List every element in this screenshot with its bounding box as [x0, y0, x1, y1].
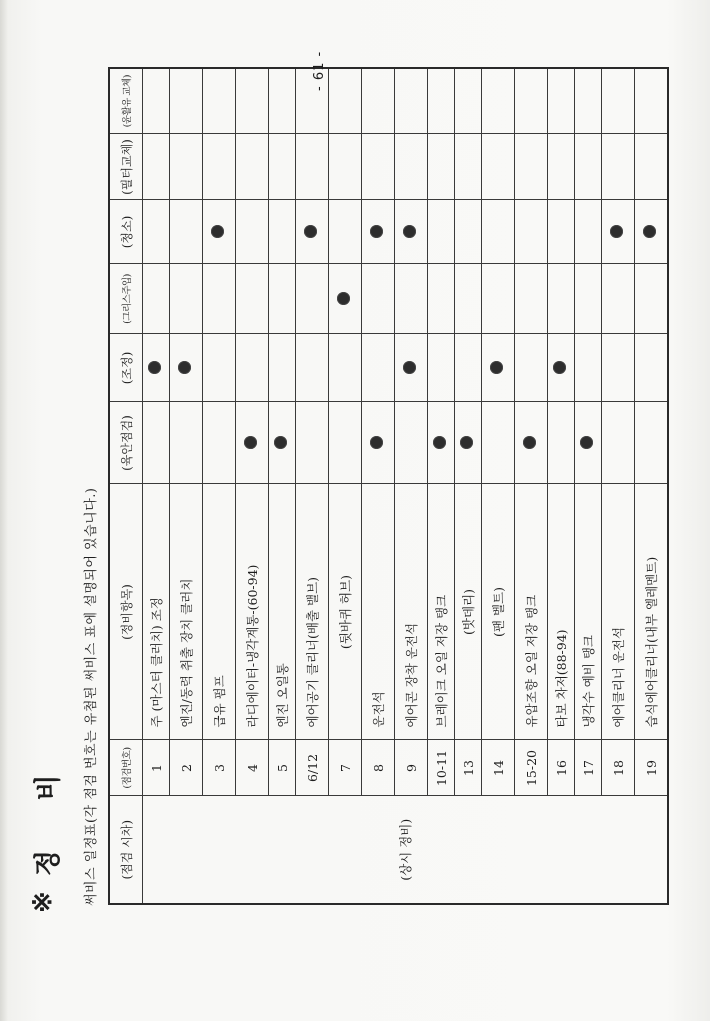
cell-clean [362, 200, 395, 264]
table-row [143, 68, 170, 904]
cell-inspect [170, 402, 203, 484]
cell-grease [548, 264, 575, 334]
cell-filter [635, 134, 669, 200]
table-row [362, 68, 395, 904]
maintenance-item: (팬 벨트) [482, 484, 515, 740]
cell-grease [296, 264, 329, 334]
cell-oil [329, 68, 362, 134]
cell-adjust [455, 334, 482, 402]
table-row [236, 68, 269, 904]
maintenance-item: 라디에이터-냉각계통-(60-94) [236, 484, 269, 740]
cell-inspect [635, 402, 669, 484]
cell-grease [428, 264, 455, 334]
table-row [296, 68, 329, 904]
maintenance-item: 급유 펌프 [203, 484, 236, 740]
cell-clean [635, 200, 669, 264]
header-grease: (그리스주입) [109, 264, 143, 334]
check-number: 1 [143, 740, 170, 796]
maintenance-item: (밧데리) [455, 484, 482, 740]
cell-filter [455, 134, 482, 200]
check-number: 8 [362, 740, 395, 796]
cell-adjust [602, 334, 635, 402]
page-title: 정 비 [33, 754, 64, 876]
cell-oil [428, 68, 455, 134]
cell-clean [455, 200, 482, 264]
table-row [482, 68, 515, 904]
cell-filter [362, 134, 395, 200]
cell-grease [602, 264, 635, 334]
cell-clean [203, 200, 236, 264]
header-item: (정비항목) [109, 484, 143, 740]
check-dot-icon [643, 226, 656, 239]
maintenance-item: 운전석 [362, 484, 395, 740]
check-dot-icon [211, 226, 224, 239]
cell-clean [602, 200, 635, 264]
header-number: (점검번호) [109, 740, 143, 796]
cell-inspect [329, 402, 362, 484]
cell-inspect [395, 402, 428, 484]
maintenance-item: 엔진 오일통 [269, 484, 296, 740]
cell-oil [236, 68, 269, 134]
cell-filter [602, 134, 635, 200]
cell-filter [269, 134, 296, 200]
cell-oil [482, 68, 515, 134]
check-number: 7 [329, 740, 362, 796]
cell-inspect [455, 402, 482, 484]
cell-grease [329, 264, 362, 334]
check-number: 10-11 [428, 740, 455, 796]
maintenance-item: 유압조향 오일 저장 탱크 [515, 484, 548, 740]
check-dot-icon [244, 437, 257, 450]
cell-adjust [362, 334, 395, 402]
cell-clean [170, 200, 203, 264]
maintenance-item: 엔진/동력 취출 장치 클러치 [170, 484, 203, 740]
table-header-row [109, 68, 143, 904]
cell-filter [296, 134, 329, 200]
check-dot-icon [610, 226, 623, 239]
cell-clean [296, 200, 329, 264]
header-oil: (윤활유 교체) [109, 68, 143, 134]
check-number: 16 [548, 740, 575, 796]
cell-oil [455, 68, 482, 134]
cell-grease [362, 264, 395, 334]
check-dot-icon [490, 362, 503, 375]
cell-filter [236, 134, 269, 200]
cell-filter [170, 134, 203, 200]
header-interval: (점검 시차) [109, 796, 143, 904]
check-number: 6/12 [296, 740, 329, 796]
header-adjust: (조정) [109, 334, 143, 402]
cell-clean [143, 200, 170, 264]
maintenance-item: (뒷바퀴 허브) [329, 484, 362, 740]
check-number: 18 [602, 740, 635, 796]
maintenance-item: 브레이크 오일 저장 탱크 [428, 484, 455, 740]
check-number: 3 [203, 740, 236, 796]
maintenance-schedule-table [108, 67, 669, 905]
check-number: 5 [269, 740, 296, 796]
cell-inspect [236, 402, 269, 484]
cell-inspect [143, 402, 170, 484]
cell-filter [575, 134, 602, 200]
schedule-note: 써비스 일정표(각 점검 번호는 유첨된 써비스 표에 설명되어 있습니다.) [84, 487, 99, 906]
table-row [455, 68, 482, 904]
cell-grease [143, 264, 170, 334]
cell-adjust [428, 334, 455, 402]
cell-inspect [575, 402, 602, 484]
cell-adjust [203, 334, 236, 402]
cell-inspect [203, 402, 236, 484]
check-number: 9 [395, 740, 428, 796]
cell-oil [362, 68, 395, 134]
cell-adjust [269, 334, 296, 402]
cell-grease [455, 264, 482, 334]
check-dot-icon [403, 226, 416, 239]
cell-adjust [395, 334, 428, 402]
maintenance-item: 주 (마스터 클러치) 조정 [143, 484, 170, 740]
check-number: 17 [575, 740, 602, 796]
cell-adjust [482, 334, 515, 402]
cell-inspect [269, 402, 296, 484]
table-row [635, 68, 669, 904]
cell-inspect [602, 402, 635, 484]
cell-adjust [236, 334, 269, 402]
cell-oil [395, 68, 428, 134]
table-row [602, 68, 635, 904]
cell-filter [482, 134, 515, 200]
cell-adjust [143, 334, 170, 402]
cell-oil [203, 68, 236, 134]
table-row [203, 68, 236, 904]
cell-adjust [548, 334, 575, 402]
cell-oil [548, 68, 575, 134]
cell-inspect [428, 402, 455, 484]
cell-filter [395, 134, 428, 200]
table-row [548, 68, 575, 904]
check-dot-icon [178, 362, 191, 375]
header-inspect: (육안점검) [109, 402, 143, 484]
table-row [329, 68, 362, 904]
check-number: 2 [170, 740, 203, 796]
cell-clean [395, 200, 428, 264]
check-dot-icon [433, 437, 446, 450]
cell-inspect [548, 402, 575, 484]
cell-oil [143, 68, 170, 134]
check-number: 4 [236, 740, 269, 796]
maintenance-item: 냉각수 예비 탱크 [575, 484, 602, 740]
page-number: - 61 - [312, 50, 327, 91]
check-dot-icon [274, 437, 287, 450]
cell-grease [203, 264, 236, 334]
check-dot-icon [370, 226, 383, 239]
check-number: 14 [482, 740, 515, 796]
header-filter: (필터교체) [109, 134, 143, 200]
table-row [269, 68, 296, 904]
table-row [428, 68, 455, 904]
check-number: 13 [455, 740, 482, 796]
cell-inspect [296, 402, 329, 484]
cell-clean [575, 200, 602, 264]
cell-inspect [362, 402, 395, 484]
cell-filter [428, 134, 455, 200]
check-dot-icon [403, 362, 416, 375]
cell-clean [269, 200, 296, 264]
check-dot-icon [460, 437, 473, 450]
cell-clean [329, 200, 362, 264]
cell-filter [203, 134, 236, 200]
cell-grease [635, 264, 669, 334]
cell-inspect [482, 402, 515, 484]
cell-filter [548, 134, 575, 200]
cell-adjust [515, 334, 548, 402]
cell-clean [428, 200, 455, 264]
header-clean: (청소) [109, 200, 143, 264]
maintenance-item: 타보 차저(88-94) [548, 484, 575, 740]
cell-clean [236, 200, 269, 264]
cell-filter [515, 134, 548, 200]
cell-adjust [296, 334, 329, 402]
table-row [515, 68, 548, 904]
cell-oil [515, 68, 548, 134]
check-dot-icon [148, 362, 161, 375]
cell-grease [395, 264, 428, 334]
maintenance-item: 에어콘 장착 운전석 [395, 484, 428, 740]
cell-grease [482, 264, 515, 334]
check-dot-icon [304, 226, 317, 239]
table-row [170, 68, 203, 904]
table-body [143, 68, 669, 904]
table-row [395, 68, 428, 904]
cell-adjust [575, 334, 602, 402]
interval-cell: (상시 정비) [143, 796, 669, 904]
check-number: 15-20 [515, 740, 548, 796]
check-dot-icon [523, 437, 536, 450]
cell-oil [269, 68, 296, 134]
cell-filter [143, 134, 170, 200]
cell-grease [515, 264, 548, 334]
cell-oil [635, 68, 669, 134]
cell-grease [575, 264, 602, 334]
cell-grease [236, 264, 269, 334]
cell-inspect [515, 402, 548, 484]
check-dot-icon [370, 437, 383, 450]
cell-clean [548, 200, 575, 264]
cell-oil [575, 68, 602, 134]
cell-clean [482, 200, 515, 264]
check-dot-icon [580, 437, 593, 450]
maintenance-item: 습식에어클리너(내부 엘레멘트) [635, 484, 669, 740]
cell-adjust [329, 334, 362, 402]
cell-clean [515, 200, 548, 264]
cell-adjust [170, 334, 203, 402]
check-number: 19 [635, 740, 669, 796]
check-dot-icon [337, 293, 350, 306]
maintenance-item: 에어공기 클리너(배출 밸브) [296, 484, 329, 740]
heading-mark: ※ [28, 877, 58, 913]
cell-adjust [635, 334, 669, 402]
maintenance-item: 에어클리너 운전석 [602, 484, 635, 740]
cell-oil [170, 68, 203, 134]
cell-grease [269, 264, 296, 334]
cell-grease [170, 264, 203, 334]
cell-filter [329, 134, 362, 200]
cell-oil [602, 68, 635, 134]
table-row [575, 68, 602, 904]
check-dot-icon [553, 362, 566, 375]
